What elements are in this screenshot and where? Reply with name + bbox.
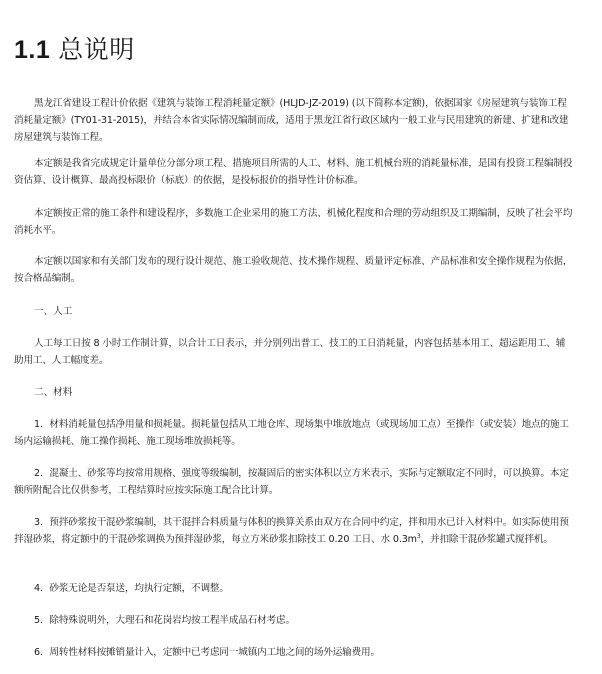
labor-paragraph: 人工每工日按 8 小时工作制计算，以合计工日表示，并分别列出普工、技工的工日消耗量，内容包括基本用工、超运距用工、辅助用工、人工幅度差。 — [14, 338, 566, 366]
materials-item-5: 5．除特殊说明外，大理石和花岗岩均按工程半成品石材考虑。 — [34, 615, 295, 626]
materials-item-6: 6．周转性材料按摊销量计入，定额中已考虑同一城镇内工地之间的场外运输费用。 — [34, 647, 380, 658]
intro-paragraph-3: 本定额按正常的施工条件和建设程序，多数施工企业采用的施工方法、机械化程度和合理的劳动组织及工期编制，反映了社会平均消耗水平。 — [14, 208, 573, 236]
materials-item-4: 4．砂浆无论是否泵送，均执行定额，不调整。 — [34, 583, 229, 594]
cubic-superscript: 3 — [416, 532, 421, 540]
section-number: 1.1 — [14, 36, 51, 64]
materials-item-3-tail: ，并扣除干混砂浆罐式搅拌机。 — [420, 534, 553, 545]
materials-heading: 二、材料 — [34, 387, 73, 398]
section-heading-text: 总说明 — [58, 35, 135, 64]
intro-paragraph-4: 本定额以国家和有关部门发布的现行设计规范、施工验收规范、技术操作规程、质量评定标准、产品标准和安全操作规程为依据，按合格品编制。 — [14, 256, 573, 284]
materials-item-3-text: 3．预拌砂浆按干混砂浆编制，其干混拌合料质量与体积的换算关系由双方在合同中约定，拌和用水已计入材料中。如实际使用预拌湿砂浆，将定额中的干混砂浆调换为预拌湿砂浆，每立方米砂浆扣除技工 0.20 工日、水 0.3m — [14, 517, 569, 545]
labor-heading: 一、人工 — [34, 306, 73, 317]
materials-item-1: 1．材料消耗量包括净用量和损耗量。损耗量包括从工地仓库、现场集中堆放地点（或现场加工点）至操作（或安装）地点的施工场内运输损耗、施工操作损耗、施工现场堆放损耗等。 — [14, 419, 569, 447]
materials-item-3 — [14, 514, 574, 548]
section-title — [14, 30, 135, 66]
intro-paragraph-1: 黑龙江省建设工程计价依据《建筑与装饰工程消耗量定额》(HLJD-JZ-2019) (以下简称本定额)，依据国家《房屋建筑与装饰工程消耗量定额》(TY01-31-2015)，并结合本省实际情况编制而成，适用于黑龙江省行政区域内一般工业与民用建筑的新建、扩建和改建房屋建筑与装饰工程。 — [14, 98, 569, 143]
materials-item-2: 2．混凝土、砂浆等均按常用规格、强度等级编制，按凝固后的密实体积以立方米表示，实际与定额取定不同时，可以换算。本定额所附配合比仅供参考，工程结算时应按实际施工配合比计算。 — [14, 468, 569, 496]
intro-paragraph-2: 本定额是我省完成规定计量单位分部分项工程、措施项目所需的人工、材料、施工机械台班的消耗量标准，是国有投资工程编制投资估算、设计概算、最高投标限价（标底）的依据，是投标报价的指导性计价标准。 — [14, 158, 573, 186]
